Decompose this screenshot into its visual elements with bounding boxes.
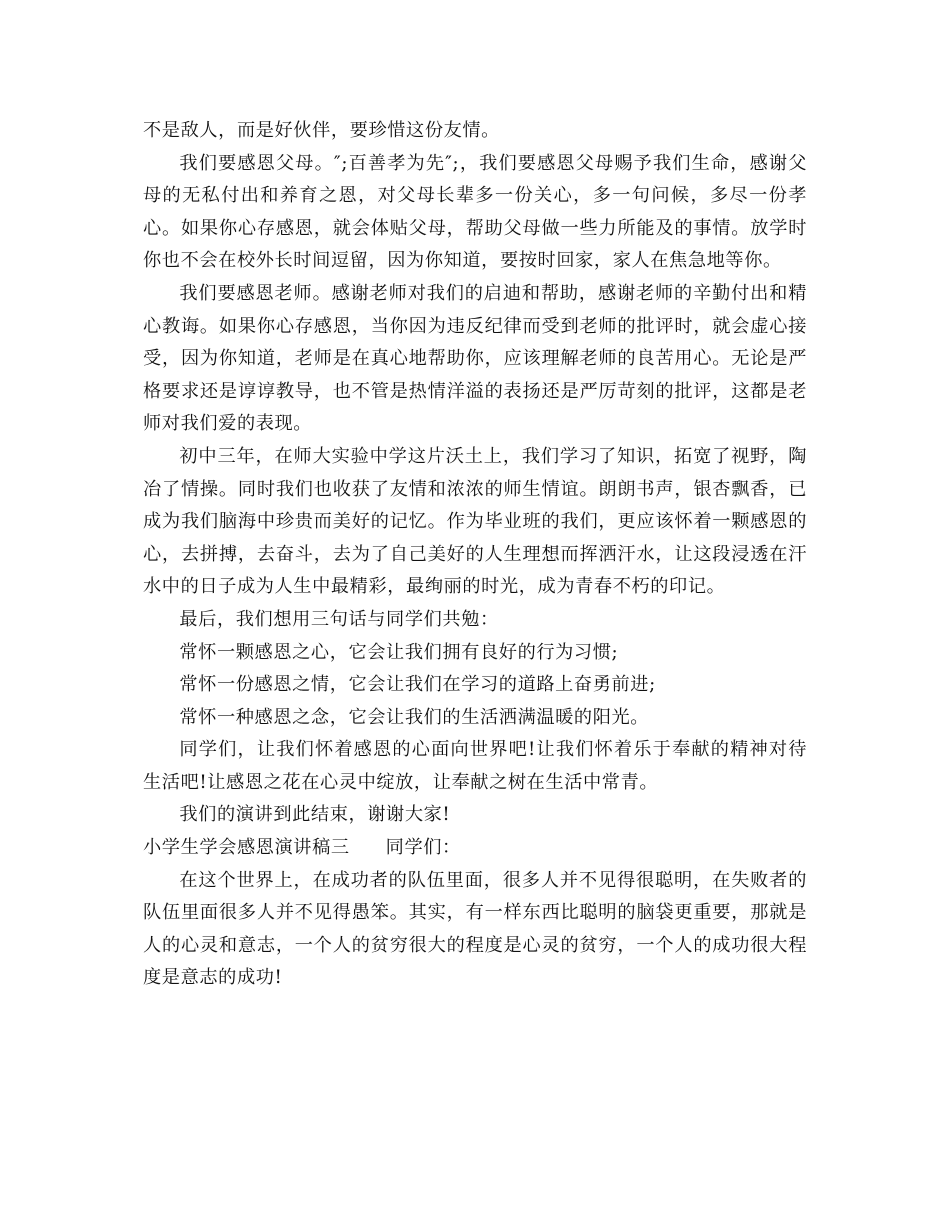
paragraph: 我们的演讲到此结束，谢谢大家! bbox=[179, 804, 451, 826]
paragraph: 最后，我们想用三句话与同学们共勉： bbox=[179, 608, 499, 630]
paragraph: 同学们，让我们怀着感恩的心面向世界吧!让我们怀着乐于奉献的精神对待生活吧!让感恩之花在心灵中绽放，让奉献之树在生活中常青。 bbox=[143, 739, 807, 793]
paragraph: 不是敌人，而是好伙伴，要珍惜这份友情。 bbox=[143, 120, 500, 141]
paragraph: 我们要感恩老师。感谢老师对我们的启迪和帮助，感谢老师的辛勤付出和精心教诲。如果你心存感恩，当你因为违反纪律而受到老师的批评时，就会虚心接受，因为你知道，老师是在真心地帮助你，应该理解老师的良苦用心。无论是严格要求还是谆谆教导，也不管是热情洋溢的表扬还是严厉苛刻的批评，这都是老师对我们爱的表现。 bbox=[143, 282, 807, 435]
paragraph: 在这个世界上，在成功者的队伍里面，很多人并不见得很聪明，在失败者的队伍里面很多人并不见得愚笨。其实，有一样东西比聪明的脑袋更重要，那就是人的心灵和意志，一个人的贫穷很大的程度是心灵的贫穷，一个人的成功很大程度是意志的成功! bbox=[143, 869, 807, 989]
paragraph: 初中三年，在师大实验中学这片沃土上，我们学习了知识，拓宽了视野，陶冶了情操。同时我们也收获了友情和浓浓的师生情谊。朗朗书声，银杏飘香，已成为我们脑海中珍贵而美好的记忆。作为毕业班的我们，更应该怀着一颗感恩的心，去拼搏，去奋斗，去为了自己美好的人生理想而挥洒汗水，让这段浸透在汗水中的日子成为人生中最精彩，最绚丽的时光，成为青春不朽的印记。 bbox=[143, 445, 807, 598]
section-heading bbox=[143, 832, 807, 865]
document-body bbox=[143, 115, 807, 995]
paragraph: 常怀一种感恩之念，它会让我们的生活洒满温暖的阳光。 bbox=[179, 706, 650, 728]
paragraph: 我们要感恩父母。″;百善孝为先″;，我们要感恩父母赐予我们生命，感谢父母的无私付出和养育之恩，对父母长辈多一份关心，多一句问候，多尽一份孝心。如果你心存感恩，就会体贴父母，帮助父母做一些力所能及的事情。放学时你也不会在校外长时间逗留，因为你知道，要按时回家，家人在焦急地等你。 bbox=[143, 152, 807, 272]
paragraph: 常怀一份感恩之情，它会让我们在学习的道路上奋勇前进; bbox=[179, 674, 656, 696]
paragraph: 常怀一颗感恩之心，它会让我们拥有良好的行为习惯; bbox=[179, 641, 619, 663]
section-greeting: 同学们： bbox=[385, 837, 461, 859]
section-title: 小学生学会感恩演讲稿三 bbox=[143, 837, 350, 859]
